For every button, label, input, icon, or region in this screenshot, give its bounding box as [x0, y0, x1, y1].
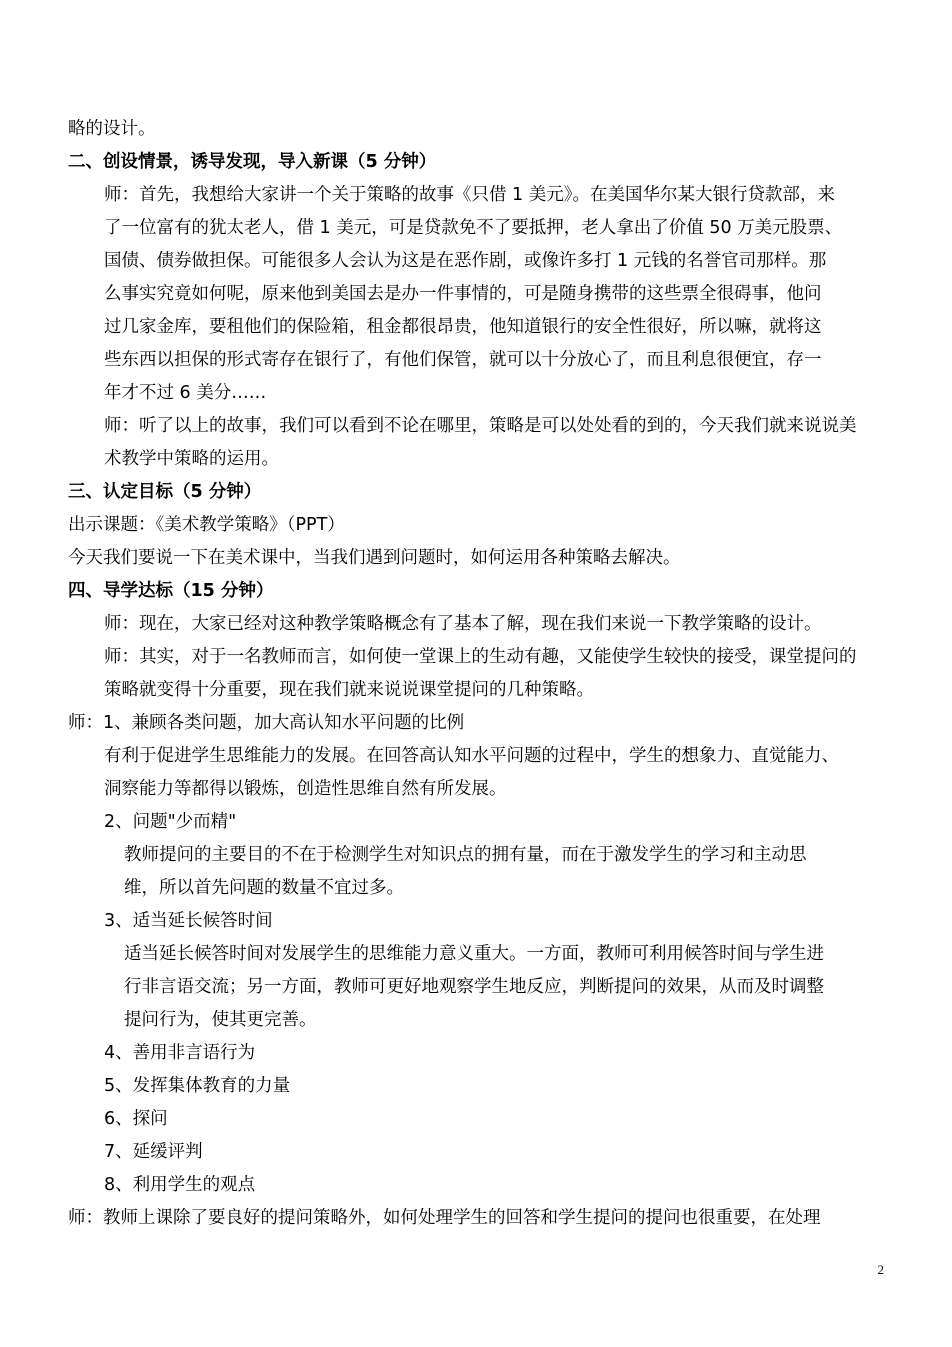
- teacher-paragraph: [68, 179, 888, 410]
- indented-paragraph: [68, 1136, 888, 1169]
- paragraph: [68, 707, 888, 740]
- text-line: 8、利用学生的观点: [104, 1175, 256, 1195]
- text-line: 提问行为，使其更完善。: [124, 1010, 317, 1030]
- indented-paragraph: [68, 740, 888, 806]
- text-line: 师：听了以上的故事，我们可以看到不论在哪里，策略是可以处处看的到的，今天我们就来说说美: [104, 416, 857, 436]
- teacher-paragraph: [68, 410, 888, 476]
- text-line: 年才不过 6 美分……: [104, 383, 267, 403]
- text-line: 过几家金库，要租他们的保险箱，租金都很昂贵，他知道银行的安全性很好，所以嘛，就将这: [104, 317, 822, 337]
- text-line: 3、适当延长候答时间: [104, 911, 273, 931]
- paragraph: [68, 113, 888, 146]
- text-line: 略的设计。: [68, 119, 156, 139]
- text-line: 教师提问的主要目的不在于检测学生对知识点的拥有量，而在于激发学生的学习和主动思: [124, 845, 807, 865]
- paragraph: [68, 509, 888, 542]
- indented-paragraph: [68, 1070, 888, 1103]
- text-line: 师：现在，大家已经对这种教学策略概念有了基本了解，现在我们来说一下教学策略的设计。: [104, 614, 822, 634]
- text-line: 洞察能力等都得以锻炼，创造性思维自然有所发展。: [104, 779, 507, 799]
- text-line: 6、探问: [104, 1109, 168, 1129]
- text-line: 策略就变得十分重要，现在我们就来说说课堂提问的几种策略。: [104, 680, 594, 700]
- text-line: 二、创设情景，诱导发现，导入新课（5 分钟）: [68, 152, 437, 172]
- page-body: [68, 113, 888, 1235]
- sub-indented-paragraph: [68, 938, 888, 1037]
- section-heading: [68, 476, 888, 509]
- text-line: 4、善用非言语行为: [104, 1043, 256, 1063]
- text-line: 维，所以首先问题的数量不宜过多。: [124, 878, 404, 898]
- text-line: 么事实究竟如何呢，原来他到美国去是办一件事情的，可是随身携带的这些票全很碍事，他问: [104, 284, 822, 304]
- page-number: 2: [877, 1262, 884, 1277]
- text-line: 师：1、兼顾各类问题，加大高认知水平问题的比例: [68, 713, 465, 733]
- text-line: 行非言语交流；另一方面，教师可更好地观察学生地反应，判断提问的效果，从而及时调整: [124, 977, 824, 997]
- teacher-paragraph: [68, 641, 888, 707]
- text-line: 有利于促进学生思维能力的发展。在回答高认知水平问题的过程中，学生的想象力、直觉能力、: [104, 746, 839, 766]
- indented-paragraph: [68, 806, 888, 839]
- text-line: 术教学中策略的运用。: [104, 449, 279, 469]
- text-line: 适当延长候答时间对发展学生的思维能力意义重大。一方面，教师可利用候答时间与学生进: [124, 944, 824, 964]
- teacher-paragraph: [68, 608, 888, 641]
- text-line: 5、发挥集体教育的力量: [104, 1076, 291, 1096]
- paragraph: [68, 542, 888, 575]
- text-line: 2、问题"少而精": [104, 812, 237, 832]
- paragraph: [68, 1202, 888, 1235]
- text-line: 师：教师上课除了要良好的提问策略外，如何处理学生的回答和学生提问的提问也很重要，在处理: [68, 1208, 821, 1228]
- indented-paragraph: [68, 1037, 888, 1070]
- text-line: 7、延缓评判: [104, 1142, 203, 1162]
- text-line: 了一位富有的犹太老人，借 1 美元，可是贷款免不了要抵押，老人拿出了价值 50 万美元股票、: [104, 218, 843, 238]
- text-line: 出示课题：《美术教学策略》（PPT）: [68, 515, 345, 535]
- sub-indented-paragraph: [68, 839, 888, 905]
- indented-paragraph: [68, 905, 888, 938]
- text-line: 些东西以担保的形式寄存在银行了，有他们保管，就可以十分放心了，而且利息很便宜，存一: [104, 350, 822, 370]
- text-line: 国债、债券做担保。可能很多人会认为这是在恶作剧，或像许多打 1 元钱的名誉官司那样。那: [104, 251, 827, 271]
- text-line: 四、导学达标（15 分钟）: [68, 581, 274, 601]
- text-line: 师：其实，对于一名教师而言，如何使一堂课上的生动有趣，又能使学生较快的接受，课堂提问的: [104, 647, 857, 667]
- indented-paragraph: [68, 1103, 888, 1136]
- indented-paragraph: [68, 1169, 888, 1202]
- text-line: 三、认定目标（5 分钟）: [68, 482, 262, 502]
- section-heading: [68, 146, 888, 179]
- text-line: 师：首先，我想给大家讲一个关于策略的故事《只借 1 美元》。在美国华尔某大银行贷款部，来: [104, 185, 836, 205]
- text-line: 今天我们要说一下在美术课中，当我们遇到问题时，如何运用各种策略去解决。: [68, 548, 681, 568]
- section-heading: [68, 575, 888, 608]
